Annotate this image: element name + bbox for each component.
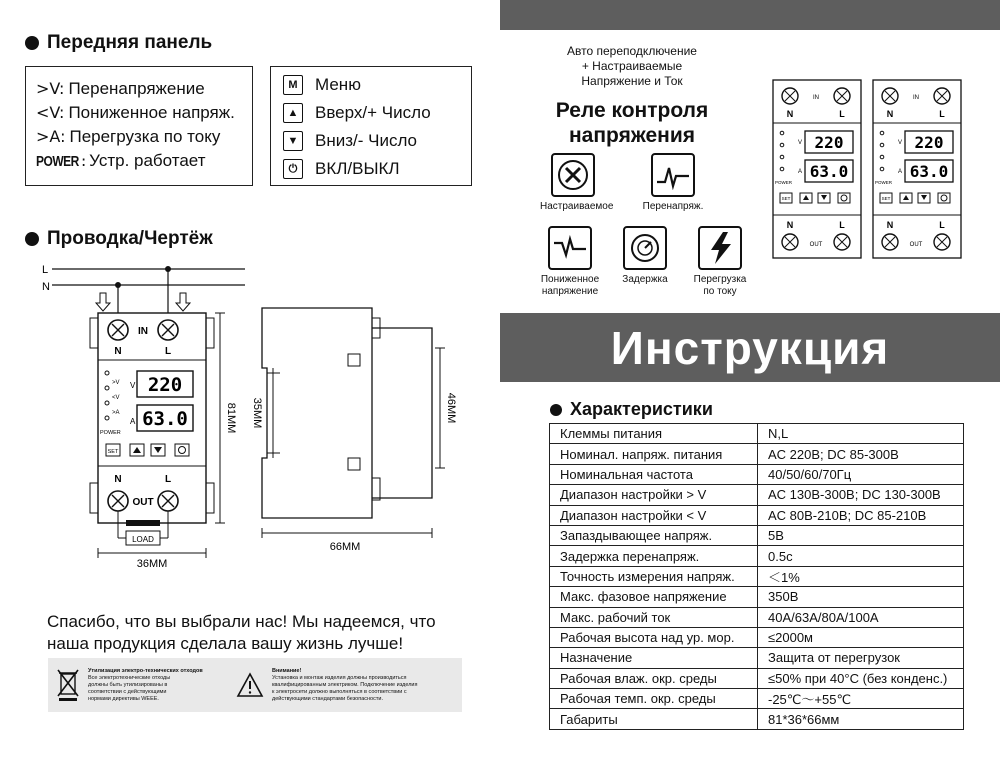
svg-text:SET: SET [107,449,119,455]
product-title: Реле контроля напряжения [555,99,709,147]
spec-key: Задержка перенапряж. [550,546,758,566]
svg-text:L: L [164,346,172,357]
legend-overvoltage: >V: Перенапряжение [36,79,205,98]
table-row [550,485,964,505]
menu-key-icon: M [283,75,303,95]
svg-text:IN: IN [813,95,819,101]
overvoltage-icon [651,153,695,197]
svg-text:V: V [798,140,803,146]
dim-46: 46MM [445,392,457,424]
svg-text:N: N [114,346,122,357]
dim-height: 81MM [225,402,237,434]
spec-key: Назначение [550,648,758,668]
top-banner-bar [500,0,1000,30]
instruction-banner [500,313,1000,382]
table-row [550,709,964,729]
spec-key: Макс. рабочий ток [550,607,758,627]
svg-text:A: A [898,169,903,175]
warning-icon [236,672,264,698]
svg-text:IN: IN [913,95,919,101]
bullet-icon [25,36,39,50]
table-row [550,627,964,647]
svg-text:>V: >V [112,380,120,386]
svg-text:L: L [939,220,945,230]
table-row [550,424,964,444]
bullet-icon [25,232,39,246]
timer-icon [623,226,667,270]
power-icon: ⏻ [283,159,303,179]
front-panel-heading: Передняя панель [25,32,212,54]
spec-key: Номинал. напряж. питания [550,444,758,464]
spec-value: AC 80В-210В; DC 85-210В [758,505,964,525]
svg-text:N: N [114,474,122,485]
svg-text:L: L [839,109,845,119]
button-legend-power: ⏻ ВКЛ/ВЫКЛ [283,155,471,183]
svg-text:220: 220 [814,133,844,152]
table-row [550,587,964,607]
table-row [550,566,964,586]
spec-key: Диапазон настройки > V [550,485,758,505]
voltage-display: 220 [147,374,183,396]
button-legend-down: ▼ Вниз/- Число [283,127,471,155]
spec-value: 350В [758,587,964,607]
svg-text:N: N [886,220,894,230]
down-arrow-icon: ▼ [283,131,303,151]
table-row [550,444,964,464]
spec-key: Габариты [550,709,758,729]
svg-text:POWER: POWER [875,180,893,185]
svg-text:>A: >A [112,410,120,416]
button-legend-menu: M Меню [283,71,471,99]
in-label: IN [138,326,148,337]
spec-key: Диапазон настройки < V [550,505,758,525]
weee-text: Утилизация электро-технических отходов Все электротехнические отходы должны быть утилизированы в соответствии с действующими нормами директивы WEEE. [88,667,203,702]
adjustable-icon [551,153,595,197]
lightning-icon [698,226,742,270]
wiring-heading: Проводка/Чертёж [25,228,213,250]
spec-value: Защита от перегрузок [758,648,964,668]
dim-35: 35MM [251,397,263,429]
spec-value: 40/50/60/70Гц [758,464,964,484]
legend-undervoltage: <V: Пониженное напряж. [36,103,235,122]
feature-undervoltage: Пониженное напряжение [535,226,605,298]
spec-value: 0.5с [758,546,964,566]
line-n-label: N [42,281,50,293]
svg-text:L: L [839,220,845,230]
button-legend-up: ▲ Вверх/+ Число [283,99,471,127]
dim-width: 36MM [136,558,168,570]
spec-key: Рабочая темп. окр. среды [550,689,758,709]
spec-key: Номинальная частота [550,464,758,484]
spec-value: AC 130В-300В; DC 130-300В [758,485,964,505]
wiring-drawing [30,258,470,578]
spec-key: Запаздывающее напряж. [550,525,758,545]
bullet-icon [550,404,562,416]
svg-text:220: 220 [914,133,944,152]
device-drawing-2 [873,80,961,258]
svg-text:OUT: OUT [809,242,823,248]
feature-delay: Задержка [615,226,675,286]
weee-bin-icon [56,668,80,702]
legend-box [25,66,253,186]
svg-text:A: A [130,417,136,426]
svg-text:V: V [898,140,903,146]
spec-key: Рабочая влаж. окр. среды [550,668,758,688]
feature-overvoltage: Перенапряж. [638,153,708,213]
line-l-label: L [42,264,49,276]
feature-overcurrent: Перегрузка по току [685,226,755,298]
svg-text:OUT: OUT [909,242,923,248]
spec-value: 81*36*66мм [758,709,964,729]
spec-value: 40А/63А/80А/100А [758,607,964,627]
svg-text:A: A [798,169,803,175]
spec-key: Клеммы питания [550,424,758,444]
svg-text:63.0: 63.0 [909,162,949,181]
thanks-text: Спасибо, что вы выбрали нас! Мы надеемся, что наша продукция сделала вашу жизнь лучше! [47,612,436,653]
svg-text:L: L [939,109,945,119]
table-row [550,689,964,709]
svg-text:63.0: 63.0 [809,162,849,181]
spec-value: AC 220В; DC 85-300В [758,444,964,464]
device-drawings [770,78,970,260]
svg-text:<V: <V [112,395,120,401]
table-row [550,464,964,484]
svg-text:N: N [886,109,894,119]
table-row [550,546,964,566]
spec-key: Рабочая высота над ур. мор. [550,627,758,647]
svg-text:N: N [786,220,794,230]
table-row [550,525,964,545]
spec-key: Макс. фазовое напряжение [550,587,758,607]
svg-text:SET: SET [881,196,891,201]
warning-text: Внимание! Установка и монтаж изделия должны производиться квалифицированным электриком. Подключение изделия к электросети должно выполняться в соответствии с действующими стандартами безопасности. [272,667,418,702]
table-row [550,607,964,627]
instruction-title: Инструкция [610,321,890,374]
buttons-box [270,66,472,186]
spec-value: 5В [758,525,964,545]
spec-value: -25℃～+55℃ [758,689,964,709]
spec-value: N,L [758,424,964,444]
current-display: 63.0 [142,408,188,430]
svg-text:V: V [130,381,136,390]
undervoltage-icon [548,226,592,270]
device-drawing-1 [773,80,861,258]
dim-depth: 66MM [329,541,361,553]
table-row [550,648,964,668]
spec-value: ≤50% при 40°C (без конденс.) [758,668,964,688]
svg-text:L: L [164,474,172,485]
load-label: LOAD [132,535,154,544]
notice-strip [48,658,462,712]
specs-table [549,423,964,730]
table-row [550,668,964,688]
svg-text:POWER: POWER [775,180,793,185]
product-tagline: Авто переподключение + Настраиваемые Напряжение и Ток [567,44,697,88]
svg-text:SET: SET [781,196,791,201]
up-arrow-icon: ▲ [283,103,303,123]
spec-value: ≤2000м [758,627,964,647]
legend-overcurrent: >A: Перегрузка по току [36,127,221,146]
spec-key: Точность измерения напряж. [550,566,758,586]
svg-text:POWER: POWER [100,430,121,436]
table-row [550,505,964,525]
out-label: OUT [132,497,154,508]
feature-adjustable: Настраиваемое [540,153,605,213]
spec-value: ＜1% [758,566,964,586]
svg-text:N: N [786,109,794,119]
specs-heading: Характеристики [550,399,713,420]
legend-power: POWER : Устр. работает [36,151,206,170]
